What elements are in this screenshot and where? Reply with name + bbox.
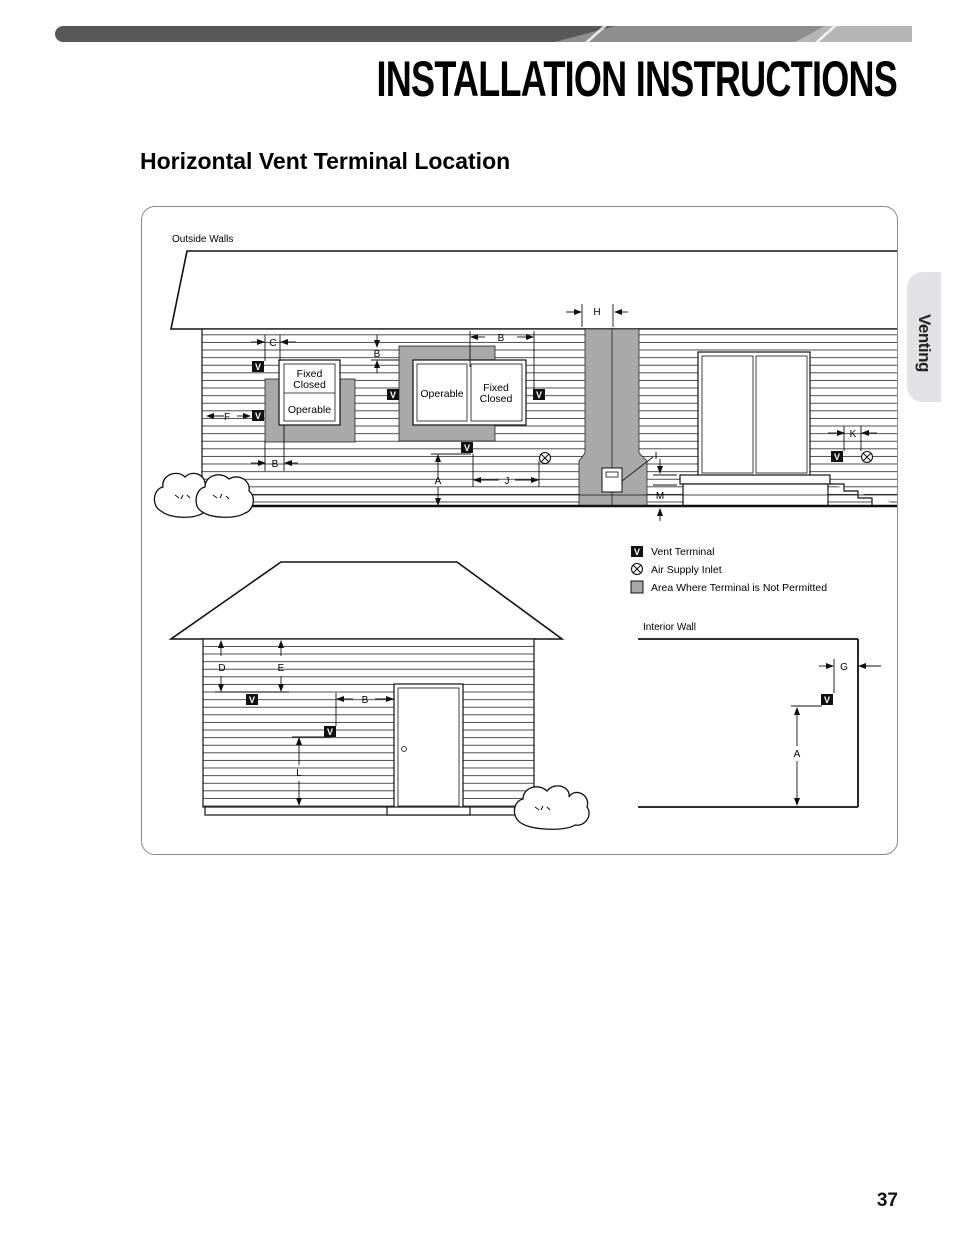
bush-left	[154, 473, 253, 517]
dim-label-l: L	[296, 768, 302, 779]
dimension-lines-interior	[791, 659, 881, 805]
side-house-roof	[171, 562, 562, 639]
dimension-labels-interior	[794, 662, 848, 760]
house-roof	[171, 251, 897, 329]
dim-label-d: D	[218, 663, 226, 674]
sliding-door	[698, 352, 810, 476]
svg-text:V: V	[389, 390, 397, 400]
svg-text:V: V	[254, 411, 262, 421]
dim-label-b: B	[373, 349, 381, 360]
bush-right	[514, 786, 589, 829]
front-door	[387, 684, 470, 815]
legend-label: Area Where Terminal is Not Permitted	[651, 582, 828, 594]
section-heading: Horizontal Vent Terminal Location	[140, 148, 511, 174]
window-center-left-label: Operable	[420, 388, 464, 400]
window-left-top-line1: Fixed	[296, 368, 323, 380]
dim-label-g: G	[840, 662, 848, 673]
dim-label-m: M	[655, 491, 665, 502]
legend-label: Vent Terminal	[651, 546, 715, 558]
dim-label-b: B	[271, 459, 279, 470]
header-bar	[55, 26, 912, 42]
interior-wall-label: Interior Wall	[643, 622, 696, 633]
dim-label-b: B	[497, 333, 505, 344]
svg-text:V: V	[535, 390, 543, 400]
dim-label-i: I	[654, 451, 658, 462]
outside-walls-label: Outside Walls	[172, 234, 234, 245]
side-tab-label: Venting	[915, 314, 934, 372]
window-center	[413, 360, 526, 425]
diagram-drawing	[142, 207, 897, 854]
svg-text:V: V	[248, 695, 256, 705]
dim-label-b: B	[361, 695, 369, 706]
dim-label-j: J	[504, 476, 510, 487]
not-permitted-area-icon	[631, 581, 643, 593]
vent-location-diagram	[141, 206, 898, 855]
vent-terminal-interior	[821, 694, 833, 705]
window-center-right-line2: Closed	[479, 393, 513, 405]
interior-wall-drawing	[638, 639, 858, 807]
page-number: 37	[876, 1190, 898, 1211]
svg-text:V: V	[823, 695, 831, 705]
window-left-bottom-label: Operable	[287, 404, 332, 416]
dim-label-a: A	[434, 476, 442, 487]
side-tab-venting[interactable]	[907, 272, 941, 402]
side-house-siding	[203, 639, 534, 807]
page-title: INSTALLATION INSTRUCTIONS	[376, 51, 897, 107]
svg-text:V: V	[633, 547, 641, 557]
dim-label-f: F	[223, 412, 231, 423]
air-supply-inlet-icon	[632, 564, 643, 575]
side-house-foundation	[205, 807, 534, 815]
dim-label-c: C	[269, 338, 277, 349]
svg-text:V: V	[254, 362, 262, 372]
window-center-right-line1: Fixed	[483, 382, 509, 394]
dim-label-a: A	[793, 749, 801, 760]
legend	[631, 546, 827, 594]
window-left-top-line2: Closed	[293, 379, 326, 391]
vent-terminal-icon	[631, 546, 643, 557]
dim-label-k: K	[849, 429, 857, 440]
dim-label-e: E	[277, 663, 285, 674]
svg-text:V: V	[463, 443, 471, 453]
legend-label: Air Supply Inlet	[651, 564, 722, 576]
svg-text:V: V	[833, 452, 841, 462]
dim-label-h: H	[593, 307, 601, 318]
window-left	[279, 360, 340, 425]
svg-text:V: V	[326, 727, 334, 737]
